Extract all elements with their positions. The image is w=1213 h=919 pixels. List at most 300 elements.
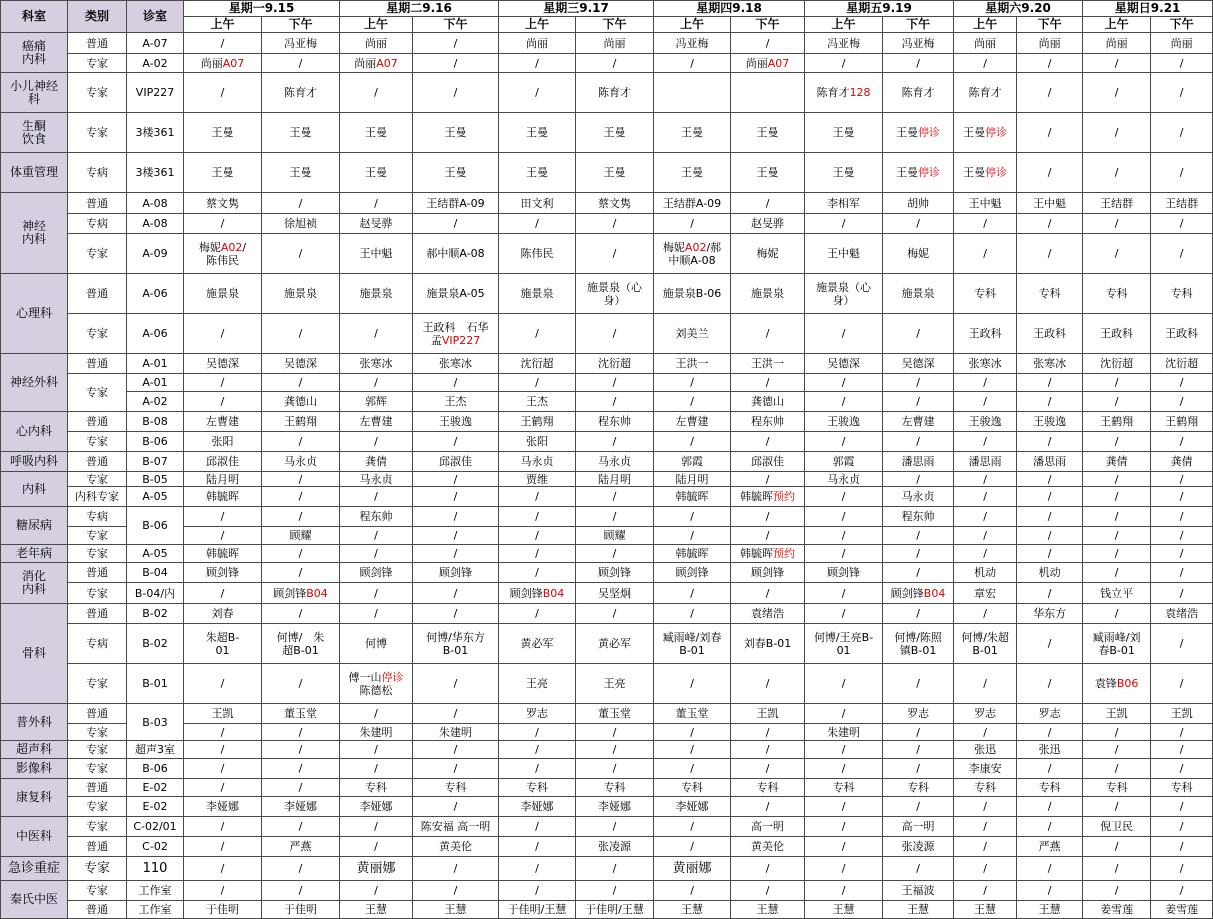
table-cell: 王中魁 [340, 234, 413, 274]
table-cell: / [654, 214, 731, 234]
table-cell: / [883, 432, 954, 452]
table-cell: / [805, 759, 883, 779]
table-cell: / [883, 759, 954, 779]
table-cell: 陈育才128 [805, 73, 883, 113]
table-row [1, 452, 1213, 472]
table-cell: 施景泉 [883, 274, 954, 314]
header-dept: 科室 [1, 1, 68, 33]
table-cell: 3楼361 [127, 113, 184, 153]
table-cell: 左曹建 [654, 412, 731, 432]
table-cell: / [1017, 881, 1083, 901]
table-cell: 陈育才 [576, 73, 654, 113]
table-cell: / [1083, 54, 1151, 73]
table-cell: 刘春 [184, 604, 262, 624]
table-cell: / [340, 73, 413, 113]
table-cell: 专家 [68, 797, 127, 817]
table-cell: 王曼 [184, 153, 262, 193]
table-cell: / [954, 54, 1017, 73]
table-cell: 工作室 [127, 881, 184, 901]
table-cell: / [731, 507, 805, 527]
table-cell: 王慧 [883, 901, 954, 919]
table-cell: / [883, 604, 954, 624]
table-cell: 郭霞 [654, 452, 731, 472]
table-cell: 专家 [68, 314, 127, 354]
table-cell: / [805, 604, 883, 624]
table-cell: 张迅 [1017, 741, 1083, 759]
table-cell: E-02 [127, 779, 184, 797]
table-cell: 朱建明 [805, 724, 883, 741]
table-cell: 王慧 [805, 901, 883, 919]
header-am: 上午 [654, 17, 731, 33]
table-cell: 董玉堂 [654, 704, 731, 724]
table-cell: / [1017, 583, 1083, 604]
table-cell: 王凯 [1151, 704, 1213, 724]
table-cell: / [262, 507, 340, 527]
table-cell: 王骏逸 [413, 412, 499, 432]
table-cell: / [184, 664, 262, 704]
table-row [1, 704, 1213, 724]
table-cell: / [340, 741, 413, 759]
table-cell: / [1151, 857, 1213, 881]
table-cell: / [731, 472, 805, 487]
table-cell: / [413, 704, 499, 724]
table-cell: 李娅娜 [499, 797, 576, 817]
table-cell: 3楼361 [127, 153, 184, 193]
table-cell: / [413, 545, 499, 563]
table-cell: 程东帅 [340, 507, 413, 527]
table-cell: 王政科 [954, 314, 1017, 354]
table-cell: 王曼停诊 [954, 113, 1017, 153]
table-cell: 王政科 [1083, 314, 1151, 354]
table-row [1, 583, 1213, 604]
note-red: 预约 [773, 490, 796, 503]
header-pm: 下午 [576, 17, 654, 33]
table-cell: 张寒冰 [340, 354, 413, 374]
table-cell: / [1083, 214, 1151, 234]
table-cell: 袁绪浩 [1151, 604, 1213, 624]
table-cell: / [1083, 472, 1151, 487]
dept-cell: 消化 内科 [1, 563, 68, 604]
table-cell: / [413, 759, 499, 779]
table-cell: / [499, 527, 576, 545]
table-row [1, 664, 1213, 704]
dept-cell: 急诊重症 [1, 857, 68, 881]
table-cell: 王曼 [340, 113, 413, 153]
table-cell: / [1151, 234, 1213, 274]
header-am: 上午 [805, 17, 883, 33]
table-row [1, 33, 1213, 54]
header-day: 星期一9.15 [184, 1, 340, 17]
note-red: A07 [767, 56, 790, 70]
table-cell: A-02 [127, 392, 184, 412]
table-cell: / [1151, 374, 1213, 392]
table-cell: / [262, 54, 340, 73]
table-cell: 王杰 [413, 392, 499, 412]
table-cell: / [1151, 54, 1213, 73]
table-cell: / [576, 507, 654, 527]
table-cell: 于佳明 [262, 901, 340, 919]
table-cell: 姜雪莲 [1083, 901, 1151, 919]
table-cell: 于佳明 [184, 901, 262, 919]
table-cell: / [1151, 724, 1213, 741]
table-row [1, 193, 1213, 214]
table-cell: 王凯 [1083, 704, 1151, 724]
table-cell: 专家 [68, 73, 127, 113]
table-cell: 马永贞 [576, 452, 654, 472]
table-cell: 施景泉 [262, 274, 340, 314]
table-cell: / [1017, 432, 1083, 452]
table-cell: / [184, 837, 262, 857]
table-cell: 尚丽 [340, 33, 413, 54]
table-cell: / [805, 545, 883, 563]
table-cell: 李相军 [805, 193, 883, 214]
table-cell: 陈育才 [262, 73, 340, 113]
dept-cell: 体重管理 [1, 153, 68, 193]
table-cell: C-02/01 [127, 817, 184, 837]
table-cell: 专家 [68, 857, 127, 881]
table-cell: / [413, 73, 499, 113]
table-cell: / [1017, 487, 1083, 507]
table-cell: / [340, 487, 413, 507]
table-cell: 王洪一 [654, 354, 731, 374]
table-cell: / [654, 741, 731, 759]
table-cell: / [731, 857, 805, 881]
table-cell: 罗志 [1017, 704, 1083, 724]
table-cell: 王杰 [499, 392, 576, 412]
table-cell: 顾剑锋B04 [262, 583, 340, 604]
table-row [1, 604, 1213, 624]
table-cell: 施景泉（心 身） [576, 274, 654, 314]
table-cell: 吴德深 [883, 354, 954, 374]
table-cell: / [1151, 741, 1213, 759]
table-cell: 袁绪浩 [731, 604, 805, 624]
table-cell: 普通 [68, 274, 127, 314]
table-cell: / [883, 527, 954, 545]
table-cell: / [184, 857, 262, 881]
table-cell: 普通 [68, 563, 127, 583]
table-cell: / [805, 432, 883, 452]
table-row [1, 113, 1213, 153]
table-cell: / [576, 54, 654, 73]
table-cell: / [184, 214, 262, 234]
table-cell: / [654, 583, 731, 604]
table-cell: 施景泉 [340, 274, 413, 314]
table-cell: / [954, 724, 1017, 741]
table-cell: / [184, 392, 262, 412]
table-cell: 龚倩 [1083, 452, 1151, 472]
table-cell: / [576, 214, 654, 234]
table-cell: / [805, 214, 883, 234]
table-cell: 马永贞 [499, 452, 576, 472]
note-red: 128 [849, 86, 871, 99]
table-cell: / [1017, 759, 1083, 779]
table-cell: 普通 [68, 412, 127, 432]
table-cell: 内科专家 [68, 487, 127, 507]
table-cell: 王曼 [413, 153, 499, 193]
table-row [1, 837, 1213, 857]
table-cell: / [499, 604, 576, 624]
table-cell: / [1017, 153, 1083, 193]
table-cell: 王洪一 [731, 354, 805, 374]
table-cell: / [805, 664, 883, 704]
table-cell: 李娅娜 [340, 797, 413, 817]
table-cell: 顾剑锋 [340, 563, 413, 583]
table-cell: 邱淑佳 [413, 452, 499, 472]
table-cell: / [340, 545, 413, 563]
table-cell: / [1151, 392, 1213, 412]
table-cell: 专家 [68, 234, 127, 274]
table-cell: 郭霞 [805, 452, 883, 472]
table-cell: / [731, 374, 805, 392]
table-row [1, 759, 1213, 779]
note-red: A02 [220, 240, 243, 254]
table-cell: 尚丽 [1151, 33, 1213, 54]
table-cell: / [731, 527, 805, 545]
table-row [1, 779, 1213, 797]
table-cell: / [1151, 563, 1213, 583]
table-cell: 王曼 [262, 113, 340, 153]
table-cell: 王慧 [954, 901, 1017, 919]
header-row-days [1, 1, 1213, 17]
table-cell: / [413, 214, 499, 234]
note-red: 停诊 [985, 166, 1008, 179]
table-cell: / [340, 374, 413, 392]
table-cell: 王曼 [731, 153, 805, 193]
table-cell: 何博/王亮B- 01 [805, 624, 883, 664]
table-cell: 徐旭祯 [262, 214, 340, 234]
dept-cell: 小儿神经 科 [1, 73, 68, 113]
table-cell: / [413, 432, 499, 452]
table-cell: 顾剑锋B04 [499, 583, 576, 604]
table-cell: / [413, 487, 499, 507]
table-cell: 专科 [1083, 779, 1151, 797]
note-red: A07 [376, 56, 398, 70]
table-cell: / [576, 487, 654, 507]
header-day: 星期三9.17 [499, 1, 654, 17]
dept-cell: 神经 内科 [1, 193, 68, 274]
table-cell: / [1083, 857, 1151, 881]
table-cell: 专科 [954, 779, 1017, 797]
table-cell: 蔡文隽 [184, 193, 262, 214]
table-cell: 韩毓晖 [184, 545, 262, 563]
table-cell: / [340, 881, 413, 901]
table-cell: 郭辉 [340, 392, 413, 412]
table-cell: / [184, 527, 262, 545]
table-cell: 黄美伦 [731, 837, 805, 857]
table-cell: / [731, 193, 805, 214]
table-cell: 左曹建 [883, 412, 954, 432]
table-cell: / [805, 507, 883, 527]
header-am: 上午 [184, 17, 262, 33]
table-cell: / [1017, 234, 1083, 274]
table-cell: / [954, 432, 1017, 452]
table-cell: 机动 [954, 563, 1017, 583]
table-cell: 韩毓晖预约 [731, 487, 805, 507]
table-cell: 普通 [68, 354, 127, 374]
table-cell: / [576, 374, 654, 392]
note-red: 停诊 [381, 670, 404, 684]
table-row [1, 857, 1213, 881]
dept-cell: 秦氏中医 [1, 881, 68, 919]
table-cell: 陆月明 [184, 472, 262, 487]
table-row [1, 901, 1213, 919]
table-cell: / [499, 507, 576, 527]
table-cell: / [731, 759, 805, 779]
table-cell: 张阳 [499, 432, 576, 452]
table-cell: / [262, 193, 340, 214]
table-cell: / [413, 527, 499, 545]
table-cell: 胡帅 [883, 193, 954, 214]
table-cell: 李娅娜 [654, 797, 731, 817]
table-cell: 普通 [68, 901, 127, 919]
table-cell: 何博/ 朱 超B-01 [262, 624, 340, 664]
table-cell: / [805, 54, 883, 73]
table-cell: 工作室 [127, 901, 184, 919]
header-pm: 下午 [883, 17, 954, 33]
table-cell: / [262, 857, 340, 881]
table-cell: 王鹤翔 [499, 412, 576, 432]
table-cell: / [413, 604, 499, 624]
dept-cell: 神经外科 [1, 354, 68, 412]
table-cell: / [731, 314, 805, 354]
table-cell: 黄必军 [576, 624, 654, 664]
table-cell: 尚丽A07 [340, 54, 413, 73]
table-cell: 施景泉 [184, 274, 262, 314]
table-cell: 董玉堂 [576, 704, 654, 724]
table-cell: 普通 [68, 837, 127, 857]
table-cell: / [262, 563, 340, 583]
table-cell: / [883, 374, 954, 392]
table-cell: / [1151, 432, 1213, 452]
table-cell: / [805, 374, 883, 392]
table-cell: / [499, 54, 576, 73]
table-row [1, 741, 1213, 759]
header-room: 诊室 [127, 1, 184, 33]
table-cell: / [731, 797, 805, 817]
table-cell: / [954, 817, 1017, 837]
table-cell: 专家 [68, 741, 127, 759]
table-cell: 于佳明/王慧 [576, 901, 654, 919]
table-cell: 李娅娜 [262, 797, 340, 817]
table-cell: 张寒冰 [1017, 354, 1083, 374]
table-cell: 王结群 [1151, 193, 1213, 214]
table-cell: / [262, 487, 340, 507]
table-cell: 专家 [68, 472, 127, 487]
table-cell: / [1017, 545, 1083, 563]
table-cell: / [1151, 214, 1213, 234]
table-cell: 专科 [805, 779, 883, 797]
table-cell: / [883, 563, 954, 583]
table-cell: / [883, 472, 954, 487]
table-cell: / [262, 374, 340, 392]
table-cell: 王中魁 [954, 193, 1017, 214]
table-cell: / [954, 857, 1017, 881]
table-cell: / [184, 881, 262, 901]
dept-cell: 普外科 [1, 704, 68, 741]
table-cell: 王政科 石华 孟VIP227 [413, 314, 499, 354]
table-cell: / [576, 724, 654, 741]
table-row [1, 624, 1213, 664]
table-cell: / [1017, 724, 1083, 741]
table-cell: A-01 [127, 374, 184, 392]
dept-cell: 超声科 [1, 741, 68, 759]
table-cell: 马永贞 [883, 487, 954, 507]
table-cell: / [805, 741, 883, 759]
table-cell: 专科 [1083, 274, 1151, 314]
note-red: A02 [684, 240, 707, 254]
table-cell: VIP227 [127, 73, 184, 113]
table-cell: 顾剑锋 [576, 563, 654, 583]
table-cell: / [340, 837, 413, 857]
table-cell: 袁锋B06 [1083, 664, 1151, 704]
table-cell: B-03 [127, 704, 184, 741]
table-cell: 罗志 [883, 704, 954, 724]
table-cell: 专家 [68, 817, 127, 837]
table-cell: 王鹤翔 [1083, 412, 1151, 432]
table-cell: A-08 [127, 193, 184, 214]
table-cell: / [340, 193, 413, 214]
table-cell: / [1083, 374, 1151, 392]
table-cell: / [1083, 797, 1151, 817]
table-cell: / [1151, 527, 1213, 545]
table-row [1, 472, 1213, 487]
table-cell: 刘美兰 [654, 314, 731, 354]
table-cell: / [883, 664, 954, 704]
table-cell: 专家 [68, 881, 127, 901]
table-cell: 尚丽 [1083, 33, 1151, 54]
table-cell: / [805, 817, 883, 837]
table-cell: / [499, 741, 576, 759]
table-cell: / [262, 234, 340, 274]
table-cell: / [1083, 153, 1151, 193]
table-cell: B-02 [127, 604, 184, 624]
table-cell: / [1017, 214, 1083, 234]
table-cell: 顾剑锋 [805, 563, 883, 583]
table-cell: 严燕 [262, 837, 340, 857]
dept-cell: 呼吸内科 [1, 452, 68, 472]
table-cell: / [1151, 837, 1213, 857]
table-cell: / [1151, 664, 1213, 704]
table-cell: / [499, 837, 576, 857]
table-cell: 姜雪莲 [1151, 901, 1213, 919]
table-cell: / [262, 604, 340, 624]
table-cell: / [883, 797, 954, 817]
table-cell: 何博/华东方 B-01 [413, 624, 499, 664]
table-cell: / [184, 817, 262, 837]
table-cell: 张寒冰 [954, 354, 1017, 374]
table-cell: / [499, 857, 576, 881]
table-cell: 王骏逸 [1017, 412, 1083, 432]
table-cell: / [576, 234, 654, 274]
table-cell: 左曹建 [184, 412, 262, 432]
table-cell: / [883, 214, 954, 234]
table-cell: / [499, 314, 576, 354]
table-cell: / [954, 392, 1017, 412]
table-cell: 专科 [654, 779, 731, 797]
dept-cell: 心理科 [1, 274, 68, 354]
table-cell: / [1083, 545, 1151, 563]
table-row [1, 73, 1213, 113]
table-cell: 王慧 [731, 901, 805, 919]
table-cell: 韩毓晖 [654, 545, 731, 563]
table-cell: / [576, 741, 654, 759]
table-cell: B-05 [127, 472, 184, 487]
table-cell: / [954, 487, 1017, 507]
table-cell: 马永贞 [340, 472, 413, 487]
note-red: A07 [222, 56, 245, 70]
header-pm: 下午 [262, 17, 340, 33]
table-cell: 顾剑锋 [184, 563, 262, 583]
